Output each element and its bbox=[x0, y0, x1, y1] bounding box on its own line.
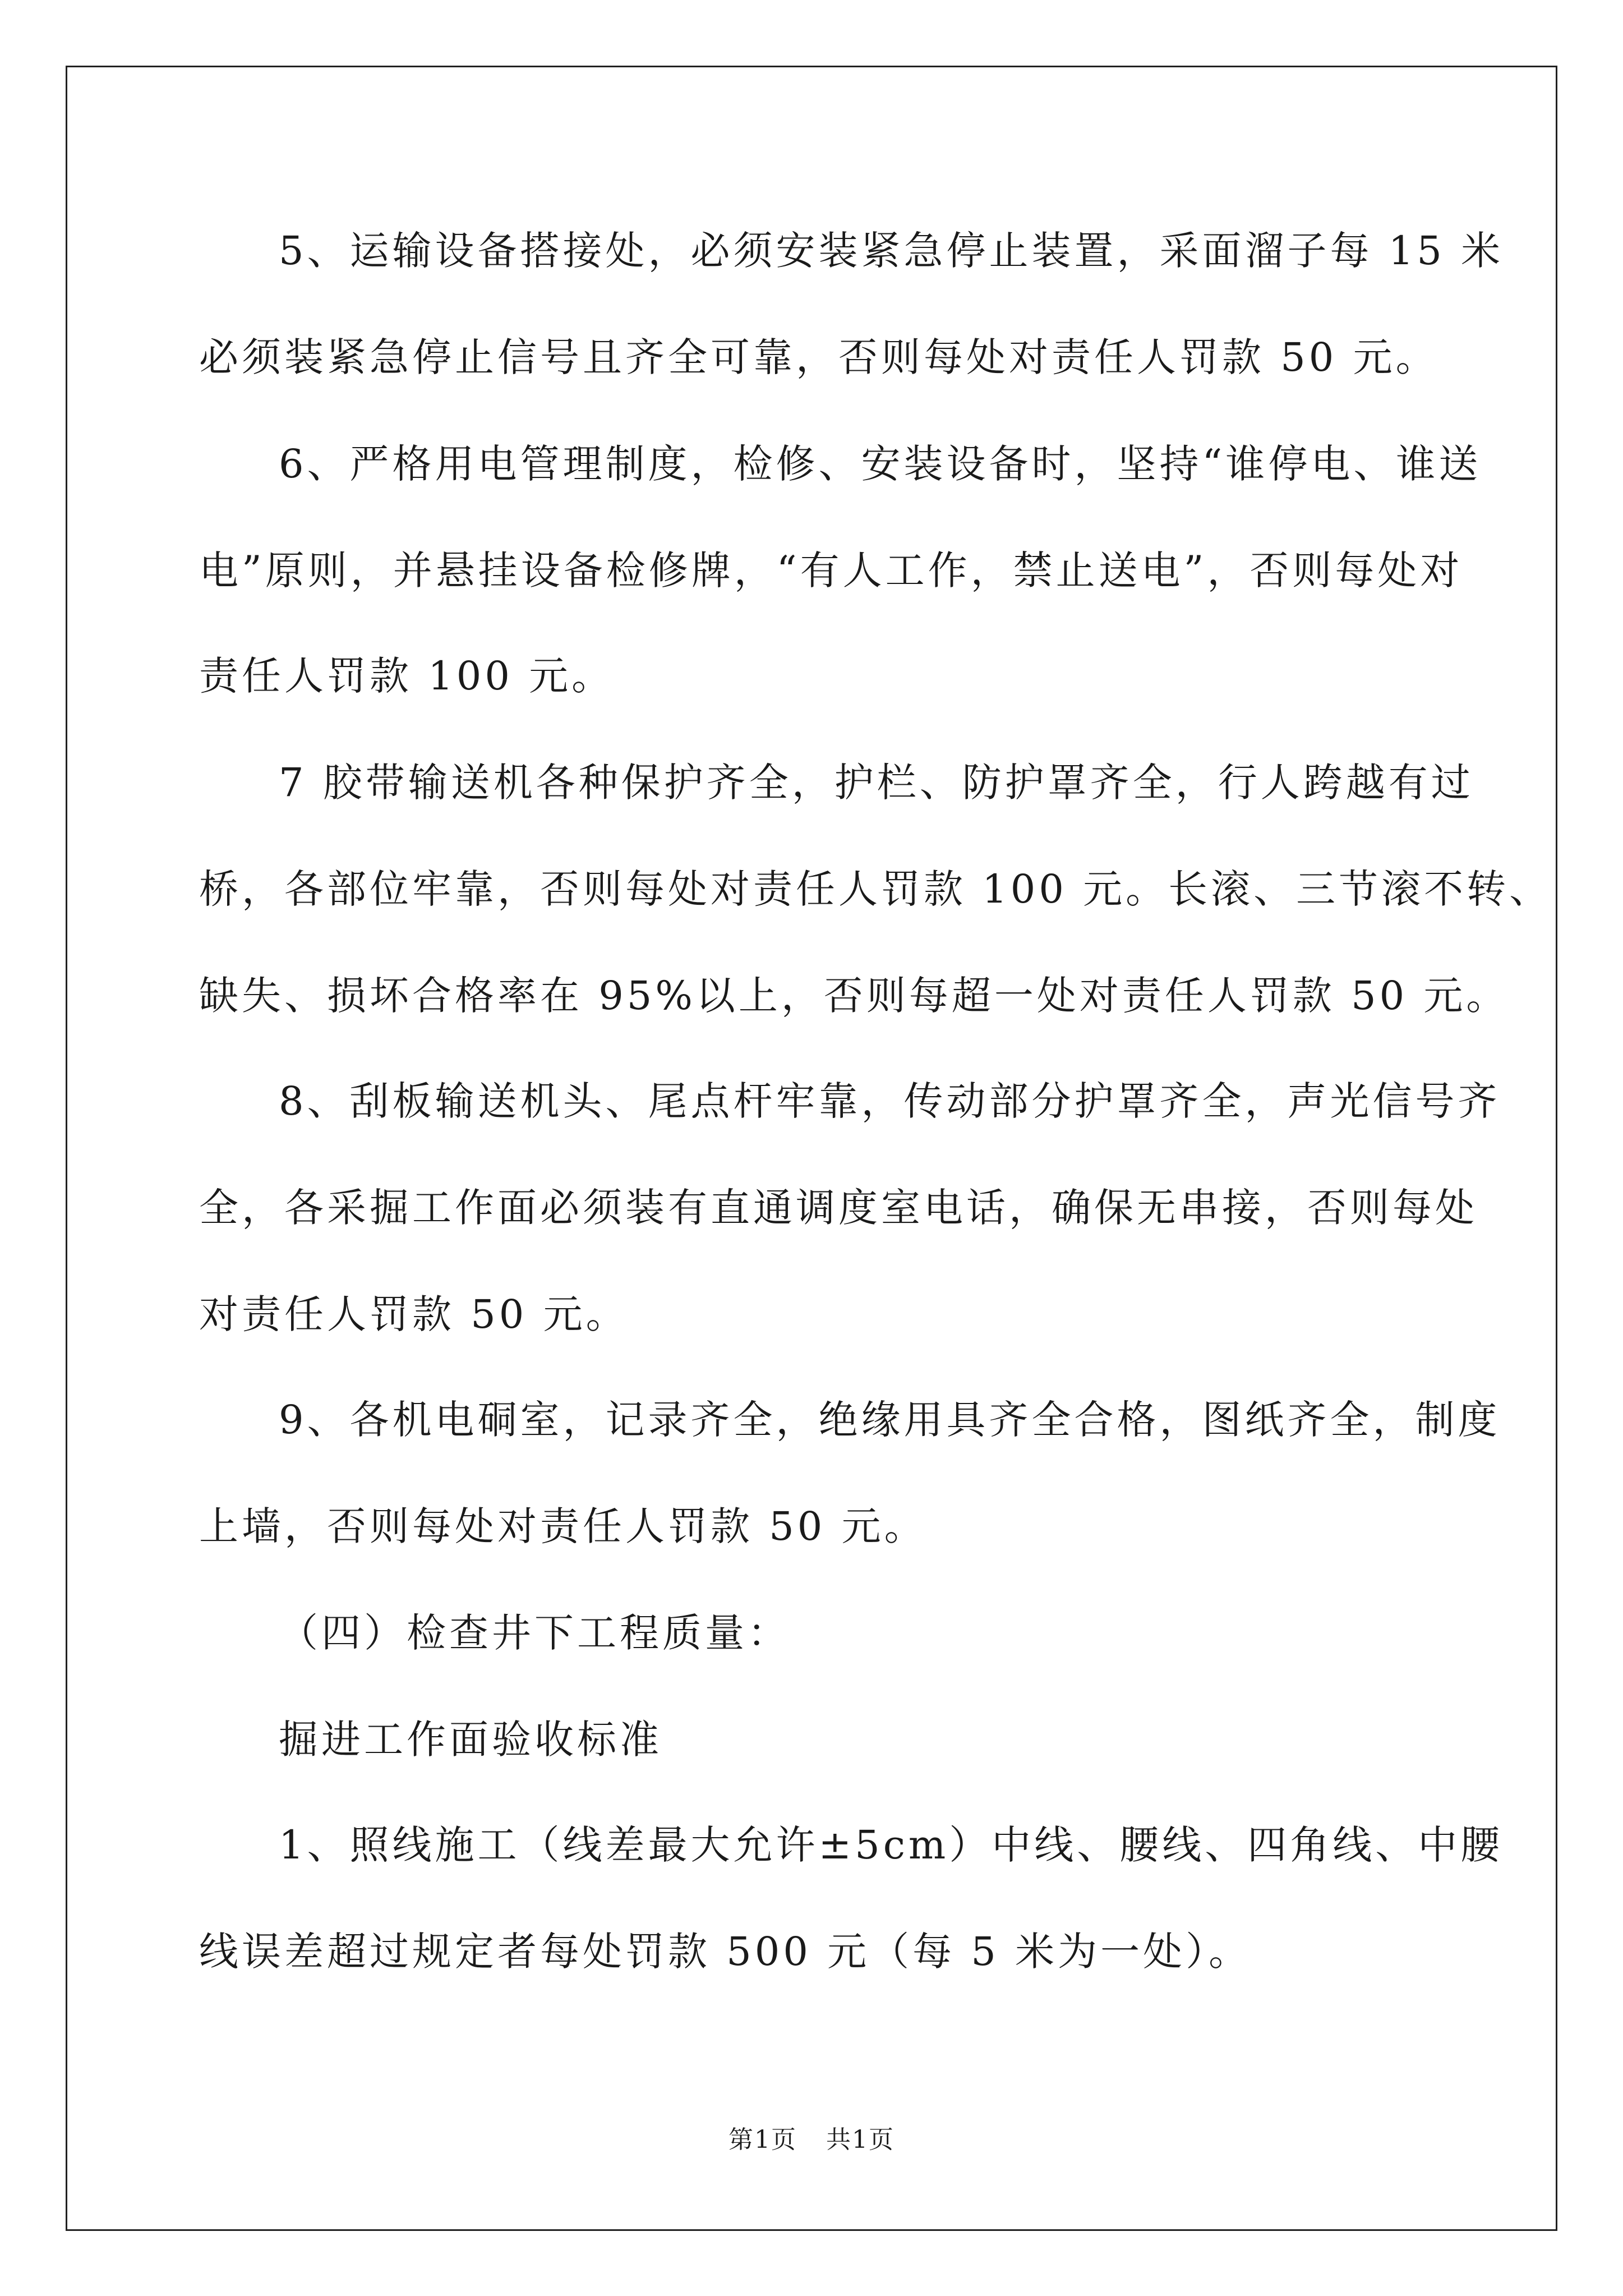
paragraph-line: 1、照线施工（线差最大允许±5cm）中线、腰线、四角线、中腰 bbox=[279, 1822, 1504, 1868]
paragraph-line: 上墙，否则每处对责任人罚款 50 元。 bbox=[199, 1503, 927, 1549]
paragraph-line: 电”原则，并悬挂设备检修牌，“有人工作，禁止送电”，否则每处对 bbox=[199, 547, 1463, 593]
paragraph-line: 7 胶带输送机各种保护齐全，护栏、防护罩齐全，行人跨越有过 bbox=[279, 760, 1474, 806]
paragraph-line: 9、各机电硐室，记录齐全，绝缘用具齐全合格，图纸齐全，制度 bbox=[279, 1397, 1501, 1443]
paragraph-line: 缺失、损坏合格率在 95%以上，否则每超一处对责任人罚款 50 元。 bbox=[199, 973, 1509, 1019]
page-total: 共1页 bbox=[826, 2125, 895, 2154]
paragraph-line: 5、运输设备搭接处，必须安装紧急停止装置，采面溜子每 15 米 bbox=[279, 228, 1504, 274]
page-footer bbox=[0, 2123, 1623, 2157]
paragraph-line: 对责任人罚款 50 元。 bbox=[199, 1291, 629, 1337]
paragraph-line: 全，各采掘工作面必须装有直通调度室电话，确保无串接，否则每处 bbox=[199, 1185, 1478, 1231]
paragraph-line: 8、刮板输送机头、尾点杆牢靠，传动部分护罩齐全，声光信号齐 bbox=[279, 1078, 1501, 1124]
paragraph-line: 6、严格用电管理制度，检修、安装设备时，坚持“谁停电、谁送 bbox=[279, 441, 1482, 487]
paragraph-line: 必须装紧急停止信号且齐全可靠，否则每处对责任人罚款 50 元。 bbox=[199, 334, 1438, 380]
subheading: 掘进工作面验收标准 bbox=[279, 1717, 662, 1763]
paragraph-line: 责任人罚款 100 元。 bbox=[199, 653, 615, 699]
page-number: 第1页 bbox=[728, 2125, 797, 2154]
page-border bbox=[66, 66, 1557, 2231]
paragraph-line: 桥，各部位牢靠，否则每处对责任人罚款 100 元。长滚、三节滚不转、 bbox=[199, 866, 1552, 912]
paragraph-line: 线误差超过规定者每处罚款 500 元（每 5 米为一处）。 bbox=[199, 1929, 1252, 1975]
section-heading: （四）检查井下工程质量： bbox=[279, 1610, 790, 1656]
